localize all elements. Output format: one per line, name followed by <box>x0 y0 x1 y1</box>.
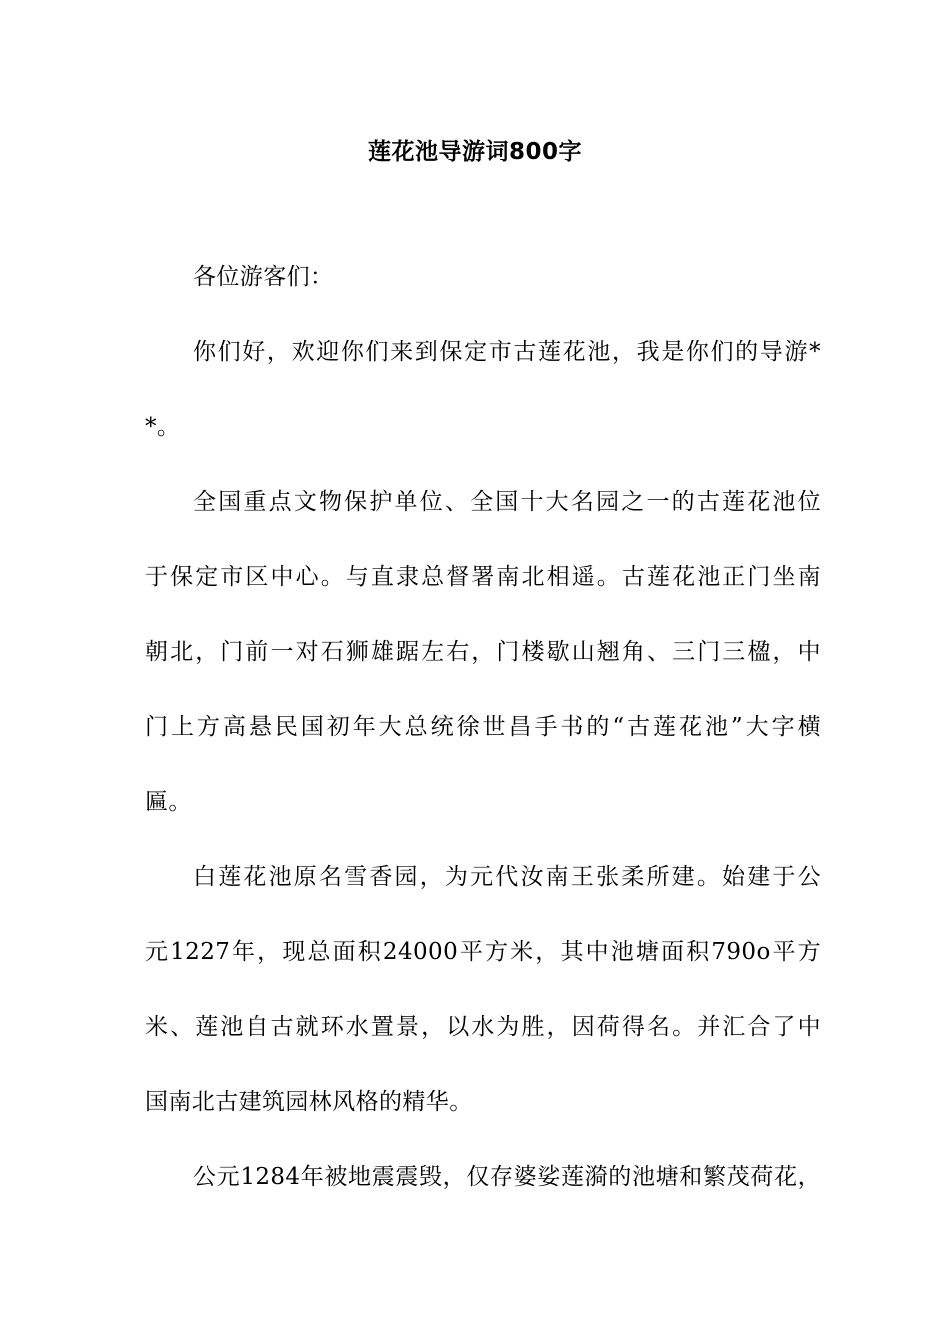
paragraph-line: 各位游客们： <box>193 264 334 290</box>
paragraph-line: 朝北，门前一对石狮雄踞左右，门楼歇山翘角、三门三楹，中 <box>145 639 821 665</box>
paragraph-line: 门上方高悬民国初年大总统徐世昌手书的“古莲花池”大字横 <box>145 714 821 740</box>
paragraph-line: 你们好，欢迎你们来到保定市古莲花池，我是你们的导游* <box>193 339 821 365</box>
paragraph-line: 白莲花池原名雪香园，为元代汝南王张柔所建。始建于公 <box>193 864 821 890</box>
paragraph-line: 匾。 <box>145 789 192 815</box>
document-title: 莲花池导游词800字 <box>367 139 582 165</box>
paragraph-line: 公元1284年被地震震毁，仅存婆娑莲漪的池塘和繁茂荷花， <box>193 1164 821 1190</box>
paragraph-line: 米、莲池自古就环水置景，以水为胜，因荷得名。并汇合了中 <box>145 1014 821 1040</box>
document-body <box>145 258 821 1233</box>
paragraph-line: 全国重点文物保护单位、全国十大名园之一的古莲花池位 <box>193 489 821 515</box>
paragraph-line: 国南北古建筑园林风格的精华。 <box>145 1089 473 1115</box>
paragraph-line: 于保定市区中心。与直隶总督署南北相遥。古莲花池正门坐南 <box>145 564 821 590</box>
paragraph-line: *。 <box>145 414 181 440</box>
paragraph-line: 元1227年，现总面积24000平方米，其中池塘面积790o平方 <box>145 939 821 965</box>
